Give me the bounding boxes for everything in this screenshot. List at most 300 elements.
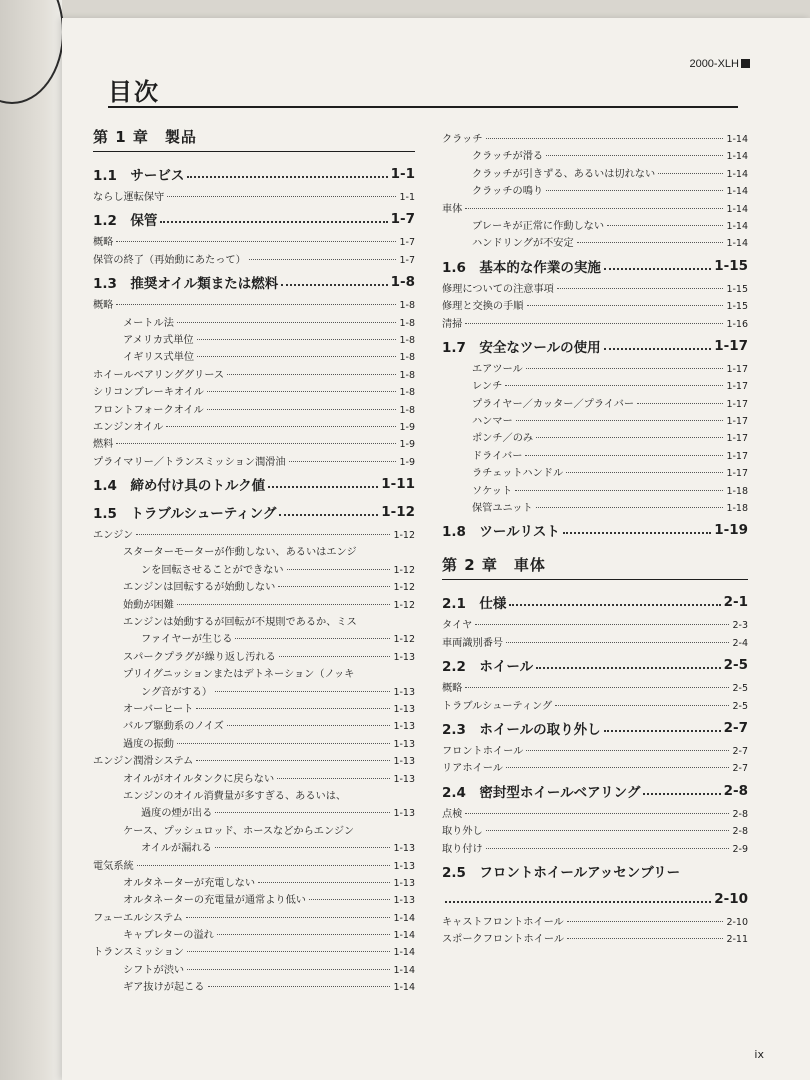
dot-leader	[289, 461, 397, 462]
toc-entry[interactable]	[442, 147, 748, 164]
toc-entry[interactable]	[93, 296, 415, 313]
toc-entry-first-line: プリイグニッションまたはデトネーション（ノッキ	[123, 669, 355, 681]
page-title: 目次	[108, 78, 160, 106]
dot-leader	[207, 391, 397, 392]
toc-entry-page: 1-18	[726, 485, 748, 497]
toc-entry[interactable]	[442, 315, 748, 332]
toc-entry-label: クラッチが引きずる、あるいは切れない	[472, 168, 656, 180]
dot-leader	[279, 514, 378, 516]
toc-entry-page: 1-12	[393, 634, 415, 646]
toc-entry-label: オイルがオイルタンクに戻らない	[123, 773, 275, 785]
toc-entry-label: キャストフロントホイール	[442, 916, 564, 928]
toc-entry-label: 燃料	[93, 439, 114, 451]
toc-entry[interactable]	[442, 913, 748, 930]
toc-entry-label: 車両識別番号	[442, 637, 504, 649]
toc-entry-page: 1-14	[726, 186, 748, 198]
toc-entry[interactable]	[93, 770, 415, 787]
toc-entry-page: 1-14	[393, 912, 415, 924]
toc-entry-page: 2-10	[726, 916, 748, 928]
toc-entry-page: 2-5	[723, 657, 748, 674]
toc-entry-label: プライヤー／カッター／プライバー	[472, 398, 635, 410]
dot-leader	[643, 793, 720, 795]
toc-entry-label: トラブルシューティング	[442, 700, 553, 712]
toc-entry-page: 1-8	[399, 334, 415, 346]
toc-entry[interactable]	[93, 630, 415, 647]
dot-leader	[604, 348, 712, 350]
toc-entry[interactable]	[93, 735, 415, 752]
dot-leader	[207, 409, 397, 410]
toc-entry[interactable]	[442, 679, 748, 696]
toc-entry[interactable]	[93, 401, 415, 418]
dot-leader	[227, 374, 396, 375]
dot-leader	[177, 743, 391, 744]
section-entry[interactable]	[442, 714, 748, 742]
toc-entry[interactable]	[442, 234, 748, 251]
toc-entry-page: 2-3	[732, 620, 748, 632]
toc-entry[interactable]	[442, 822, 748, 839]
section-entry[interactable]	[93, 160, 415, 188]
toc-entry[interactable]	[442, 429, 748, 446]
toc-entry-label: ドライバー	[472, 450, 523, 462]
toc-entry-label: レンチ	[472, 381, 503, 393]
dot-leader	[546, 155, 723, 156]
toc-entry-label: フロントホイール	[442, 745, 524, 757]
toc-entry-page: 1-13	[393, 808, 415, 820]
toc-entry[interactable]	[93, 561, 415, 578]
dot-leader	[509, 604, 720, 606]
toc-entry-label: 1.3 推奨オイル類または燃料	[93, 276, 279, 293]
toc-entry-label: スポークフロントホイール	[442, 934, 565, 946]
toc-entry-label: ホイールベアリンググリース	[93, 369, 225, 381]
toc-entry-page: 1-15	[726, 283, 748, 295]
dot-leader	[445, 901, 711, 903]
dot-leader	[505, 385, 723, 386]
dot-leader	[506, 642, 729, 643]
toc-entry-page: 2-9	[732, 843, 748, 855]
toc-entry[interactable]	[93, 978, 415, 995]
toc-entry-page: 1-17	[726, 433, 748, 445]
toc-entry-label: 保管ユニット	[472, 503, 533, 515]
toc-entry-label: フロントフォークオイル	[93, 404, 204, 416]
toc-entry-page: 1-9	[399, 456, 415, 468]
chapter-heading: 第 2 章 車体	[442, 554, 748, 580]
dot-leader	[526, 368, 724, 369]
dot-leader	[279, 656, 391, 657]
chapter-heading: 第 1 章 製品	[93, 126, 415, 152]
toc-entry-label: 2.2 ホイール	[442, 659, 534, 676]
toc-entry[interactable]	[93, 578, 415, 595]
section-entry-title: 2.5 フロントホイールアッセンブリー	[442, 864, 681, 881]
toc-entry-page: 2-11	[726, 934, 748, 946]
toc-entry-label: 概略	[93, 237, 114, 249]
toc-entry[interactable]	[442, 840, 748, 857]
dot-leader	[187, 176, 387, 178]
dot-leader	[506, 767, 730, 768]
toc-entry-label: ポンチ／のみ	[472, 433, 534, 445]
toc-entry-page: 1-12	[381, 504, 415, 521]
dot-leader	[287, 569, 391, 570]
toc-entry-page: 1-13	[393, 738, 415, 750]
toc-entry-page: 2-8	[732, 808, 748, 820]
toc-entry-page: 1-14	[726, 203, 748, 215]
spacer	[442, 544, 748, 554]
section-entry[interactable]	[442, 777, 748, 805]
toc-entry[interactable]	[93, 366, 415, 383]
dot-leader	[217, 934, 391, 935]
title-divider	[108, 106, 738, 108]
toc-entry[interactable]	[442, 930, 748, 947]
toc-entry[interactable]	[93, 943, 415, 960]
dot-leader	[515, 490, 723, 491]
section-entry[interactable]	[442, 516, 748, 544]
toc-entry[interactable]	[93, 596, 415, 613]
toc-entry-page: 2-5	[732, 700, 748, 712]
dot-leader	[215, 691, 390, 692]
section-entry[interactable]	[93, 205, 415, 233]
toc-entry-label: オーバーヒート	[123, 703, 194, 715]
toc-entry-label: オルタネーターが充電しない	[123, 877, 256, 889]
toc-entry-label: メートル法	[123, 317, 174, 329]
toc-entry-page: 1-8	[390, 274, 415, 291]
dot-leader	[465, 208, 723, 209]
document-id: 2000-XLH	[689, 58, 750, 70]
section-entry[interactable]	[442, 651, 748, 679]
toc-entry[interactable]	[93, 233, 415, 250]
toc-entry-page: 1-15	[726, 301, 748, 313]
toc-entry-page: 1-17	[726, 381, 748, 393]
toc-entry[interactable]	[442, 217, 748, 234]
toc-entry-page: 1-14	[726, 238, 748, 250]
toc-entry-label: 概略	[93, 300, 114, 312]
toc-entry-label: ング音がする）	[141, 686, 213, 698]
toc-entry[interactable]	[93, 857, 415, 874]
toc-entry-label: プライマリー／トランスミッション潤滑油	[93, 456, 286, 468]
toc-entry[interactable]	[93, 331, 415, 348]
dot-leader	[116, 241, 396, 242]
toc-entry-page: 1-13	[393, 651, 415, 663]
dot-leader	[186, 917, 391, 918]
dot-leader	[527, 305, 724, 306]
toc-entry-label: 電気系統	[93, 860, 134, 872]
toc-entry[interactable]	[93, 926, 415, 943]
toc-entry-page: 1-13	[393, 721, 415, 733]
toc-entry[interactable]	[442, 182, 748, 199]
dot-leader	[249, 259, 397, 260]
dot-leader	[197, 339, 397, 340]
dot-leader	[546, 190, 723, 191]
toc-entry-page: 1-7	[399, 237, 415, 249]
toc-entry[interactable]	[442, 165, 748, 182]
toc-entry[interactable]	[442, 395, 748, 412]
toc-entry-first-line: ケース、プッシュロッド、ホースなどからエンジン	[123, 825, 355, 837]
toc-entry-page: 1-8	[399, 404, 415, 416]
toc-entry-first-line: エンジンのオイル消費量が多すぎる、あるいは、	[123, 790, 347, 802]
toc-entry-page: 2-10	[714, 890, 748, 907]
toc-entry-page: 2-8	[732, 826, 748, 838]
toc-entry-page: 1-14	[393, 930, 415, 942]
toc-entry-page: 1-19	[714, 522, 748, 539]
toc-entry[interactable]	[93, 752, 415, 769]
toc-entry-label: 取り外し	[442, 826, 483, 838]
toc-entry-page: 2-4	[732, 637, 748, 649]
toc-entry-label: エンジン潤滑システム	[93, 756, 194, 768]
dot-leader	[258, 882, 390, 883]
toc-entry-page: 1-13	[393, 773, 415, 785]
dot-leader	[167, 196, 396, 197]
toc-entry-label: シリコンブレーキオイル	[93, 387, 204, 399]
dot-leader	[309, 899, 390, 900]
toc-entry[interactable]	[93, 188, 415, 205]
toc-entry-label: オイルが漏れる	[141, 843, 212, 855]
section-entry[interactable]	[93, 470, 415, 498]
toc-entry-label: ファイヤーが生じる	[141, 634, 233, 646]
toc-entry-page: 1-14	[393, 947, 415, 959]
dot-leader	[525, 455, 723, 456]
toc-entry-label: 修理と交換の手順	[442, 301, 524, 313]
toc-entry-label: 2.3 ホイールの取り外し	[442, 721, 601, 738]
dot-leader	[187, 951, 390, 952]
toc-entry[interactable]	[93, 251, 415, 268]
toc-entry[interactable]	[442, 447, 748, 464]
toc-entry-page: 1-12	[393, 530, 415, 542]
toc-entry[interactable]	[93, 700, 415, 717]
toc-entry-first-line: エンジンは始動するが回転が不規則であるか、ミス	[123, 617, 357, 629]
toc-entry[interactable]	[93, 418, 415, 435]
toc-entry-label: 1.7 安全なツールの使用	[442, 339, 601, 356]
toc-entry-page: 1-1	[399, 192, 415, 203]
dot-leader	[278, 586, 390, 587]
dot-leader	[215, 812, 390, 813]
dot-leader	[177, 604, 391, 605]
toc-entry[interactable]	[93, 648, 415, 665]
section-entry[interactable]	[442, 332, 748, 360]
toc-entry-page: 1-1	[390, 166, 415, 182]
toc-entry-page: 1-8	[399, 352, 415, 364]
toc-entry[interactable]	[93, 348, 415, 365]
toc-entry-label: エアツール	[472, 363, 523, 375]
toc-entry-label: 過度の煙が出る	[141, 808, 213, 820]
toc-entry[interactable]	[93, 717, 415, 734]
toc-entry[interactable]	[93, 839, 415, 856]
page-number: ix	[754, 1048, 764, 1061]
toc-entry[interactable]	[442, 360, 748, 377]
toc-entry-page: 2-1	[723, 594, 748, 611]
dot-leader	[160, 221, 387, 223]
toc-entry-label: ラチェットハンドル	[472, 468, 564, 480]
toc-entry-page: 1-13	[393, 703, 415, 715]
toc-entry-label: 清掃	[442, 318, 463, 330]
toc-entry-page: 1-13	[393, 843, 415, 855]
toc-entry-page: 1-8	[399, 387, 415, 399]
toc-entry[interactable]	[93, 383, 415, 400]
toc-entry-page: 1-13	[393, 686, 415, 698]
toc-entry-page: 1-17	[726, 398, 748, 410]
toc-entry-page: 1-14	[726, 134, 748, 145]
dot-leader	[637, 403, 723, 404]
dot-leader	[281, 284, 387, 286]
toc-entry-label: シフトが渋い	[123, 964, 185, 976]
toc-entry-page: 1-8	[399, 317, 415, 329]
toc-entry[interactable]	[93, 909, 415, 926]
toc-entry-page: 1-13	[393, 860, 415, 872]
dot-leader	[215, 847, 391, 848]
toc-entry-first-line: スターターモーターが作動しない、あるいはエンジ	[123, 547, 357, 559]
toc-entry[interactable]	[442, 499, 748, 516]
section-entry[interactable]	[442, 588, 748, 616]
toc-entry-page: 1-13	[393, 895, 415, 907]
toc-entry-page: 2-5	[732, 683, 748, 695]
dot-leader	[187, 969, 390, 970]
section-entry[interactable]	[93, 268, 415, 296]
toc-entry-label: 1.4 締め付け具のトルク値	[93, 478, 266, 495]
dot-leader	[658, 173, 723, 174]
dot-leader	[516, 420, 724, 421]
toc-entry[interactable]	[442, 742, 748, 759]
dot-leader	[566, 472, 723, 473]
toc-entry[interactable]	[442, 616, 748, 633]
toc-entry-page: 1-17	[726, 363, 748, 375]
toc-entry-label: フューエルシステム	[93, 912, 183, 924]
toc-entry-label: ンを回転させることができない	[141, 564, 284, 576]
toc-entry[interactable]	[442, 482, 748, 499]
toc-entry[interactable]	[442, 759, 748, 776]
dot-leader	[196, 760, 390, 761]
dot-leader	[116, 443, 396, 444]
toc-entry-label: イギリス式単位	[123, 352, 195, 364]
toc-entry-page: 1-14	[726, 168, 748, 180]
dot-leader	[465, 687, 729, 688]
toc-entry[interactable]	[93, 891, 415, 908]
toc-entry[interactable]	[93, 683, 415, 700]
toc-entry[interactable]	[442, 280, 748, 297]
toc-entry[interactable]	[442, 634, 748, 651]
section-entry[interactable]	[442, 252, 748, 280]
dot-leader	[486, 848, 730, 849]
toc-entry[interactable]	[93, 526, 415, 543]
toc-entry-page: 1-13	[393, 756, 415, 768]
toc-entry-page: 1-11	[381, 476, 415, 493]
dot-leader	[227, 725, 391, 726]
toc-entry-page: 1-17	[726, 450, 748, 462]
toc-entry-label: 取り付け	[442, 843, 483, 855]
dot-leader	[557, 288, 724, 289]
toc-entry-label: キャブレターの溢れ	[123, 930, 214, 942]
dot-leader	[526, 750, 729, 751]
toc-entry-page: 1-16	[726, 318, 748, 330]
section-entry[interactable]	[93, 498, 415, 526]
toc-entry-page: 1-12	[393, 564, 415, 576]
toc-entry-label: 2.1 仕様	[442, 596, 507, 613]
dot-leader	[166, 426, 396, 427]
toc-entry-label: ギア抜けが起こる	[123, 982, 205, 994]
toc-entry-page: 1-15	[714, 257, 748, 274]
toc-entry[interactable]	[442, 697, 748, 714]
toc-entry[interactable]	[442, 805, 748, 822]
dot-leader	[486, 830, 730, 831]
toc-entry-page: 1-8	[399, 369, 415, 381]
dot-leader	[567, 938, 723, 939]
toc-entry-page: 1-13	[393, 877, 415, 889]
toc-entry-label: ソケット	[472, 485, 513, 497]
dot-leader	[555, 705, 729, 706]
dot-leader	[177, 322, 397, 323]
toc-entry-label: トランスミッション	[93, 947, 184, 959]
toc-entry-label: クラッチの鳴り	[472, 186, 544, 198]
toc-entry-label: ブレーキが正常に作動しない	[472, 220, 605, 232]
dot-leader	[567, 921, 724, 922]
dot-leader	[604, 730, 721, 732]
toc-entry-label: 車体	[442, 203, 463, 215]
toc-entry-label: オルタネーターの充電量が通常より低い	[123, 895, 306, 907]
toc-column-left	[93, 126, 415, 996]
dot-leader	[465, 813, 729, 814]
dot-leader	[536, 667, 720, 669]
toc-entry-label: ハンマー	[472, 416, 513, 428]
toc-entry-label: スパークプラグが繰り返し汚れる	[123, 651, 276, 663]
binding-curve	[0, 0, 64, 104]
toc-entry-label: エンジンオイル	[93, 421, 164, 433]
toc-entry[interactable]	[442, 297, 748, 314]
toc-entry[interactable]	[442, 412, 748, 429]
toc-entry-label: 過度の振動	[123, 738, 174, 750]
dot-leader	[536, 437, 723, 438]
toc-entry-page: 1-7	[399, 254, 415, 266]
toc-entry[interactable]	[93, 804, 415, 821]
toc-entry-label: クラッチ	[442, 134, 483, 145]
toc-entry[interactable]	[442, 130, 748, 147]
toc-entry-label: エンジンは回転するが始動しない	[123, 582, 276, 594]
toc-entry[interactable]	[442, 464, 748, 481]
dot-leader	[208, 986, 391, 987]
toc-entry[interactable]	[93, 314, 415, 331]
dot-leader	[577, 242, 724, 243]
toc-entry-page: 1-9	[399, 421, 415, 433]
toc-entry[interactable]	[93, 961, 415, 978]
toc-entry[interactable]	[442, 377, 748, 394]
dot-leader	[235, 638, 390, 639]
dot-leader	[607, 225, 723, 226]
dot-leader	[465, 323, 723, 324]
toc-entry-page: 1-17	[714, 337, 748, 354]
toc-entry-page: 1-7	[390, 211, 415, 228]
toc-entry-label: リアホイール	[442, 763, 503, 775]
toc-entry-page: 1-18	[726, 503, 748, 515]
toc-entry-page: 1-12	[393, 582, 415, 594]
toc-entry-label: 概略	[442, 683, 463, 695]
dot-leader	[196, 708, 390, 709]
book-binding	[0, 0, 62, 1080]
toc-entry-label: アメリカ式単位	[123, 334, 194, 346]
toc-entry-page: 1-14	[393, 964, 415, 976]
toc-entry[interactable]	[93, 874, 415, 891]
toc-entry[interactable]	[93, 453, 415, 470]
toc-entry[interactable]	[442, 200, 748, 217]
toc-entry-page: 1-17	[726, 468, 748, 480]
toc-column-right	[442, 130, 748, 948]
toc-entry-label: バルブ駆動系のノイズ	[123, 721, 224, 733]
toc-entry[interactable]	[93, 435, 415, 452]
toc-entry-label: 点検	[442, 808, 463, 820]
dot-leader	[486, 138, 724, 139]
dot-leader	[563, 532, 711, 534]
toc-entry-page: 1-14	[726, 151, 748, 163]
section-entry[interactable]	[442, 885, 748, 913]
toc-entry-page: 1-12	[393, 599, 415, 611]
toc-entry-label: ならし運転保守	[93, 192, 165, 203]
toc-entry-page: 1-14	[393, 982, 415, 994]
toc-entry-label: 保管の終了（再始動にあたって）	[93, 254, 246, 266]
toc-entry-label: 1.1 サービス	[93, 168, 185, 184]
